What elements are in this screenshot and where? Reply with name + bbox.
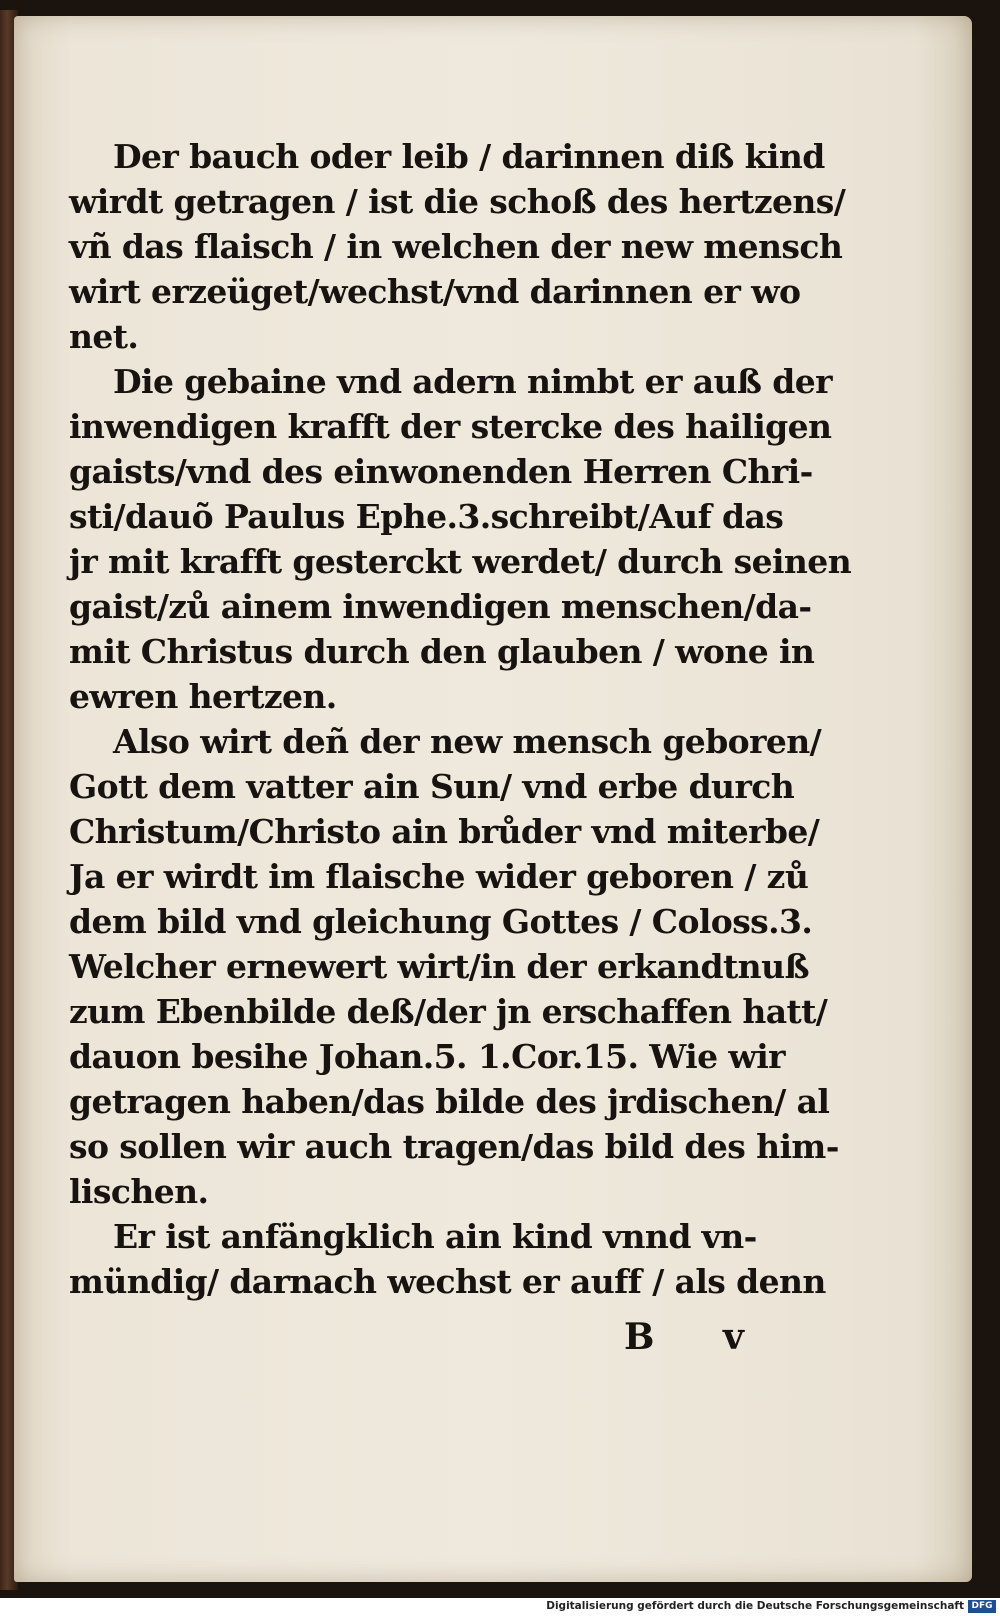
book-page [14, 16, 972, 1582]
text-line: lischen. [69, 1172, 209, 1211]
dfg-credit-text: Digitalisierung gefördert durch die Deutsche Forschungsgemeinschaft [546, 1600, 964, 1612]
text-line: ewren hertzen. [69, 677, 337, 716]
text-line: Christum/Christo ain brůder vnd miterbe/ [69, 812, 820, 851]
signature-mark: B v [624, 1316, 772, 1358]
text-line: gaists/vnd des einwonenden Herren Chri- [69, 452, 813, 491]
text-line: wirt erzeüget/wechst/vnd darinnen er wo [69, 272, 801, 311]
text-line: mündig/ darnach wechst er auff / als denn [69, 1262, 826, 1301]
text-line: net. [69, 317, 139, 356]
text-line: Die gebaine vnd adern nimbt er auß der [113, 362, 832, 401]
text-line: inwendigen krafft der stercke des hailigen [69, 407, 832, 446]
dfg-logo: DFG [968, 1600, 996, 1613]
text-line: Ja er wirdt im flaische wider geboren / zů [69, 857, 809, 896]
text-line: Gott dem vatter ain Sun/ vnd erbe durch [69, 767, 795, 806]
text-line: zum Ebenbilde deß/der jn erschaffen hatt/ [69, 992, 828, 1031]
text-line: gaist/zů ainem inwendigen menschen/da- [69, 587, 812, 626]
text-line: sti/dauõ Paulus Ephe.3.schreibt/Auf das [69, 497, 784, 536]
text-line: so sollen wir auch tragen/das bild des him- [69, 1127, 839, 1166]
text-line: mit Christus durch den glauben / wone in [69, 632, 815, 671]
text-line: dem bild vnd gleichung Gottes / Coloss.3. [69, 902, 813, 941]
text-line: dauon besihe Johan.5. 1.Cor.15. Wie wir [69, 1037, 785, 1076]
text-line: Welcher ernewert wirt/in der erkandtnuß [69, 947, 809, 986]
text-line: wirdt getragen / ist die schoß des hertzens/ [69, 182, 846, 221]
footer-bar [0, 1598, 1000, 1616]
text-line: vñ das flaisch / in welchen der new mensch [69, 227, 843, 266]
page-text-block [69, 134, 852, 1304]
text-line: getragen haben/das bilde des jrdischen/ al [69, 1082, 830, 1121]
text-line: Der bauch oder leib / darinnen diß kind [113, 137, 825, 176]
text-line: Er ist anfängklich ain kind vnnd vn- [113, 1217, 757, 1256]
text-line: Also wirt deñ der new mensch geboren/ [113, 722, 822, 761]
text-line: jr mit krafft gesterckt werdet/ durch seinen [69, 542, 852, 581]
